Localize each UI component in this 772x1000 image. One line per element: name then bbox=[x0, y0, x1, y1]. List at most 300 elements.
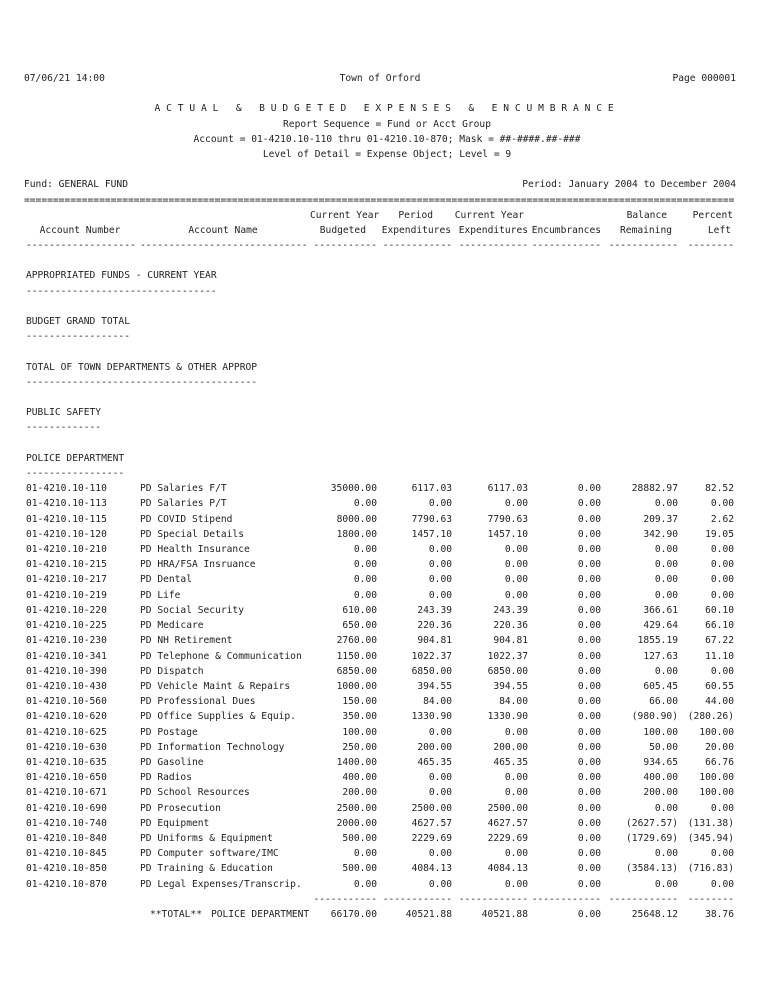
account-name: PD Health Insurance bbox=[140, 544, 250, 556]
col-h1-account-name bbox=[136, 208, 310, 223]
cy-expenditures-value: 0.00 bbox=[504, 498, 528, 510]
budgeted-value: 500.00 bbox=[342, 832, 377, 844]
col-rule-encumbrances: ------------ bbox=[531, 240, 601, 252]
percent-left-value: (716.83) bbox=[687, 863, 734, 875]
account-name: PD Salaries F/T bbox=[140, 483, 227, 495]
budgeted-value: 35000.00 bbox=[330, 483, 377, 495]
balance-remaining-value: 100.00 bbox=[643, 726, 678, 738]
encumbrances-value: 0.00 bbox=[577, 665, 601, 677]
spacer bbox=[24, 436, 734, 451]
total-rule: ------------ bbox=[531, 893, 601, 905]
balance-remaining-value: 1855.19 bbox=[637, 635, 678, 647]
col-rule-budgeted: ----------- bbox=[313, 240, 377, 252]
balance-remaining-value: 605.45 bbox=[643, 680, 678, 692]
encumbrances-value: 0.00 bbox=[577, 604, 601, 616]
encumbrances-value: 0.00 bbox=[577, 772, 601, 784]
account-row bbox=[24, 861, 734, 876]
total-department-name: POLICE DEPARTMENT bbox=[210, 908, 310, 920]
period-expenditures-value: 7790.63 bbox=[411, 513, 452, 525]
section-title-row bbox=[24, 360, 734, 375]
col-rule-account-name: ----------------------------- bbox=[140, 240, 308, 252]
period-expenditures-value: 1457.10 bbox=[411, 528, 452, 540]
section-underline-row bbox=[24, 375, 734, 390]
encumbrances-value: 0.00 bbox=[577, 513, 601, 525]
period-expenditures-value: 0.00 bbox=[428, 559, 452, 571]
account-row bbox=[24, 755, 734, 770]
col-h1-period-expenditures: Period bbox=[398, 209, 433, 221]
percent-left-value: 100.00 bbox=[699, 726, 734, 738]
account-number: 01-4210.10-630 bbox=[26, 741, 107, 753]
section-title: POLICE DEPARTMENT bbox=[26, 452, 125, 464]
section-underline: ----------------- bbox=[26, 468, 125, 480]
budgeted-value: 100.00 bbox=[342, 726, 377, 738]
budgeted-value: 1400.00 bbox=[336, 756, 377, 768]
total-rule: ------------ bbox=[608, 893, 678, 905]
encumbrances-value: 0.00 bbox=[577, 802, 601, 814]
department-total-row bbox=[24, 907, 734, 922]
print-datetime: 07/06/21 14:00 bbox=[24, 73, 105, 84]
account-name: PD Office Supplies & Equip. bbox=[140, 711, 296, 723]
encumbrances-value: 0.00 bbox=[577, 498, 601, 510]
total-rule: ------------ bbox=[458, 893, 528, 905]
cy-expenditures-value: 7790.63 bbox=[487, 513, 528, 525]
percent-left-value: (131.38) bbox=[687, 817, 734, 829]
account-number: 01-4210.10-840 bbox=[26, 832, 107, 844]
section-title: APPROPRIATED FUNDS - CURRENT YEAR bbox=[26, 270, 217, 282]
percent-left-value: 60.10 bbox=[705, 604, 734, 616]
balance-remaining-value: 0.00 bbox=[654, 878, 678, 890]
total-rule: ------------ bbox=[382, 893, 452, 905]
spacer bbox=[24, 390, 734, 405]
percent-left-value: 0.00 bbox=[710, 589, 734, 601]
budgeted-value: 0.00 bbox=[353, 559, 377, 571]
col-rule-percent-left: -------- bbox=[687, 240, 734, 252]
account-name: PD School Resources bbox=[140, 787, 250, 799]
period-expenditures-value: 0.00 bbox=[428, 544, 452, 556]
budgeted-value: 6850.00 bbox=[336, 665, 377, 677]
period-expenditures-value: 200.00 bbox=[417, 741, 452, 753]
encumbrances-value: 0.00 bbox=[577, 483, 601, 495]
account-number: 01-4210.10-115 bbox=[26, 513, 107, 525]
account-name: PD Life bbox=[140, 589, 181, 601]
balance-remaining-value: (3584.13) bbox=[626, 863, 678, 875]
account-row bbox=[24, 709, 734, 724]
balance-remaining-value: 366.61 bbox=[643, 604, 678, 616]
col-rule-cy-expenditures: ------------ bbox=[458, 240, 528, 252]
account-number: 01-4210.10-113 bbox=[26, 498, 107, 510]
period-expenditures-value: 4084.13 bbox=[411, 863, 452, 875]
budgeted-value: 200.00 bbox=[342, 787, 377, 799]
period-expenditures-value: 0.00 bbox=[428, 878, 452, 890]
budgeted-value: 8000.00 bbox=[336, 513, 377, 525]
account-number: 01-4210.10-210 bbox=[26, 544, 107, 556]
period-label: Period: January 2004 to December 2004 bbox=[522, 179, 736, 191]
balance-remaining-value: 934.65 bbox=[643, 756, 678, 768]
section-underline-row bbox=[24, 420, 734, 435]
encumbrances-value: 0.00 bbox=[577, 878, 601, 890]
encumbrances-value: 0.00 bbox=[577, 696, 601, 708]
balance-remaining-value: (980.90) bbox=[631, 711, 678, 723]
section-title: PUBLIC SAFETY bbox=[26, 407, 102, 419]
account-row bbox=[24, 618, 734, 633]
balance-remaining-value: (1729.69) bbox=[626, 832, 678, 844]
encumbrances-value: 0.00 bbox=[577, 787, 601, 799]
encumbrances-value: 0.00 bbox=[577, 726, 601, 738]
balance-remaining-value: 200.00 bbox=[643, 787, 678, 799]
account-name: PD Equipment bbox=[140, 817, 210, 829]
col-h2-cy-expenditures: Expenditures bbox=[458, 224, 528, 236]
col-h2-percent-left: Left bbox=[707, 224, 731, 236]
budget-report-table bbox=[24, 208, 734, 922]
percent-left-value: 19.05 bbox=[705, 528, 734, 540]
period-expenditures-value: 1022.37 bbox=[411, 650, 452, 662]
account-name: PD Uniforms & Equipment bbox=[140, 832, 273, 844]
section-underline-row bbox=[24, 284, 734, 299]
account-range: Account = 01-4210.10-110 thru 01-4210.10-870; Mask = ##-####.##-### bbox=[193, 133, 581, 145]
account-number: 01-4210.10-230 bbox=[26, 635, 107, 647]
cy-expenditures-value: 4084.13 bbox=[487, 863, 528, 875]
cy-expenditures-value: 200.00 bbox=[493, 741, 528, 753]
period-expenditures-value: 84.00 bbox=[423, 696, 452, 708]
account-row bbox=[24, 740, 734, 755]
percent-left-value: 0.00 bbox=[710, 559, 734, 571]
balance-remaining-value: 0.00 bbox=[654, 498, 678, 510]
budgeted-value: 2760.00 bbox=[336, 635, 377, 647]
account-row bbox=[24, 512, 734, 527]
spacer bbox=[24, 344, 734, 359]
encumbrances-value: 0.00 bbox=[577, 589, 601, 601]
cy-expenditures-value: 465.35 bbox=[493, 756, 528, 768]
encumbrances-value: 0.00 bbox=[577, 848, 601, 860]
account-number: 01-4210.10-650 bbox=[26, 772, 107, 784]
cy-expenditures-value: 0.00 bbox=[504, 544, 528, 556]
detail-level: Level of Detail = Expense Object; Level = 9 bbox=[262, 148, 512, 160]
section-title-row bbox=[24, 405, 734, 420]
account-row bbox=[24, 846, 734, 861]
account-name: PD Computer software/IMC bbox=[140, 848, 279, 860]
percent-left-value: 20.00 bbox=[705, 741, 734, 753]
encumbrances-value: 0.00 bbox=[577, 741, 601, 753]
account-row bbox=[24, 679, 734, 694]
section-title-row bbox=[24, 314, 734, 329]
double-rule: =========================================================================================================================== bbox=[24, 194, 735, 206]
section-title-row bbox=[24, 268, 734, 283]
account-name: PD Special Details bbox=[140, 528, 244, 540]
cy-expenditures-value: 0.00 bbox=[504, 772, 528, 784]
period-expenditures-value: 4627.57 bbox=[411, 817, 452, 829]
period-expenditures-value: 904.81 bbox=[417, 635, 452, 647]
account-row bbox=[24, 801, 734, 816]
total-period-expenditures: 40521.88 bbox=[405, 908, 452, 920]
account-row bbox=[24, 649, 734, 664]
percent-left-value: 100.00 bbox=[699, 772, 734, 784]
account-name: PD Gasoline bbox=[140, 756, 204, 768]
period-expenditures-value: 1330.90 bbox=[411, 711, 452, 723]
account-row bbox=[24, 770, 734, 785]
account-number: 01-4210.10-850 bbox=[26, 863, 107, 875]
spacer-row bbox=[24, 390, 734, 405]
cy-expenditures-value: 0.00 bbox=[504, 848, 528, 860]
account-row bbox=[24, 527, 734, 542]
total-rule: -------- bbox=[687, 893, 734, 905]
account-number: 01-4210.10-560 bbox=[26, 696, 107, 708]
account-row bbox=[24, 816, 734, 831]
period-expenditures-value: 465.35 bbox=[417, 756, 452, 768]
account-row bbox=[24, 664, 734, 679]
percent-left-value: 0.00 bbox=[710, 574, 734, 586]
period-expenditures-value: 0.00 bbox=[428, 848, 452, 860]
percent-left-value: 66.10 bbox=[705, 620, 734, 632]
account-row bbox=[24, 633, 734, 648]
percent-left-value: 60.55 bbox=[705, 680, 734, 692]
col-h2-budgeted: Budgeted bbox=[319, 224, 366, 236]
col-h2-balance-remaining: Remaining bbox=[620, 224, 672, 236]
budgeted-value: 0.00 bbox=[353, 878, 377, 890]
account-name: PD Social Security bbox=[140, 604, 244, 616]
percent-left-value: 0.00 bbox=[710, 665, 734, 677]
cy-expenditures-value: 394.55 bbox=[493, 680, 528, 692]
column-header-row-2 bbox=[24, 223, 734, 238]
cy-expenditures-value: 0.00 bbox=[504, 574, 528, 586]
cy-expenditures-value: 84.00 bbox=[499, 696, 528, 708]
report-table-body bbox=[24, 253, 734, 922]
cy-expenditures-value: 6850.00 bbox=[487, 665, 528, 677]
col-h2-account-number: Account Number bbox=[39, 224, 121, 236]
account-number: 01-4210.10-740 bbox=[26, 817, 107, 829]
spacer-row bbox=[24, 436, 734, 451]
col-h2-period-expenditures: Expenditures bbox=[381, 224, 451, 236]
period-expenditures-value: 0.00 bbox=[428, 726, 452, 738]
account-name: PD HRA/FSA Insruance bbox=[140, 559, 256, 571]
total-label-cell bbox=[136, 907, 310, 922]
balance-remaining-value: 342.90 bbox=[643, 528, 678, 540]
cy-expenditures-value: 904.81 bbox=[493, 635, 528, 647]
percent-left-value: (280.26) bbox=[687, 711, 734, 723]
cy-expenditures-value: 0.00 bbox=[504, 559, 528, 571]
budgeted-value: 500.00 bbox=[342, 863, 377, 875]
period-expenditures-value: 0.00 bbox=[428, 498, 452, 510]
encumbrances-value: 0.00 bbox=[577, 528, 601, 540]
account-number: 01-4210.10-110 bbox=[26, 483, 107, 495]
account-name: PD Professional Dues bbox=[140, 696, 256, 708]
percent-left-value: 11.10 bbox=[705, 650, 734, 662]
report-title: ACTUAL & BUDGETED EXPENSES & ENCUMBRANCE bbox=[154, 103, 620, 115]
account-row bbox=[24, 496, 734, 511]
budgeted-value: 2000.00 bbox=[336, 817, 377, 829]
balance-remaining-value: 127.63 bbox=[643, 650, 678, 662]
budgeted-value: 0.00 bbox=[353, 574, 377, 586]
balance-remaining-value: 28882.97 bbox=[631, 483, 678, 495]
balance-remaining-value: 0.00 bbox=[654, 559, 678, 571]
period-expenditures-value: 6850.00 bbox=[411, 665, 452, 677]
balance-remaining-value: 0.00 bbox=[654, 589, 678, 601]
balance-remaining-value: 0.00 bbox=[654, 574, 678, 586]
account-number: 01-4210.10-625 bbox=[26, 726, 107, 738]
balance-remaining-value: (2627.57) bbox=[626, 817, 678, 829]
total-label: **TOTAL** bbox=[150, 908, 202, 920]
spacer bbox=[24, 299, 734, 314]
percent-left-value: (345.94) bbox=[687, 832, 734, 844]
percent-left-value: 0.00 bbox=[710, 848, 734, 860]
encumbrances-value: 0.00 bbox=[577, 756, 601, 768]
total-cy-expenditures: 40521.88 bbox=[481, 908, 528, 920]
budgeted-value: 650.00 bbox=[342, 620, 377, 632]
balance-remaining-value: 66.00 bbox=[649, 696, 678, 708]
cy-expenditures-value: 4627.57 bbox=[487, 817, 528, 829]
section-title: TOTAL OF TOWN DEPARTMENTS & OTHER APPROP bbox=[26, 361, 258, 373]
spacer-row bbox=[24, 253, 734, 268]
balance-remaining-value: 429.64 bbox=[643, 620, 678, 632]
percent-left-value: 66.76 bbox=[705, 756, 734, 768]
encumbrances-value: 0.00 bbox=[577, 680, 601, 692]
budgeted-value: 350.00 bbox=[342, 711, 377, 723]
period-expenditures-value: 0.00 bbox=[428, 589, 452, 601]
account-number: 01-4210.10-671 bbox=[26, 787, 107, 799]
section-underline: ------------------ bbox=[26, 331, 130, 343]
column-header-row-1 bbox=[24, 208, 734, 223]
col-h1-account-number bbox=[24, 208, 136, 223]
fund-period-line bbox=[24, 177, 736, 192]
percent-left-value: 0.00 bbox=[710, 498, 734, 510]
budgeted-value: 1150.00 bbox=[336, 650, 377, 662]
account-number: 01-4210.10-390 bbox=[26, 665, 107, 677]
cy-expenditures-value: 0.00 bbox=[504, 726, 528, 738]
account-row bbox=[24, 877, 734, 892]
period-expenditures-value: 6117.03 bbox=[411, 483, 452, 495]
col-h1-encumbrances bbox=[528, 208, 601, 223]
account-name: PD COVID Stipend bbox=[140, 513, 233, 525]
account-row bbox=[24, 694, 734, 709]
budgeted-value: 0.00 bbox=[353, 848, 377, 860]
total-rule: ----------- bbox=[313, 893, 377, 905]
budgeted-value: 0.00 bbox=[353, 498, 377, 510]
percent-left-value: 2.62 bbox=[710, 513, 734, 525]
column-underline-row bbox=[24, 238, 734, 253]
total-percent-left: 38.76 bbox=[705, 908, 734, 920]
spacer-row bbox=[24, 299, 734, 314]
balance-remaining-value: 0.00 bbox=[654, 802, 678, 814]
account-name: PD Prosecution bbox=[140, 802, 221, 814]
spacer-row bbox=[24, 344, 734, 359]
percent-left-value: 0.00 bbox=[710, 802, 734, 814]
period-expenditures-value: 2229.69 bbox=[411, 832, 452, 844]
account-name: PD Legal Expenses/Transcrip. bbox=[140, 878, 302, 890]
balance-remaining-value: 0.00 bbox=[654, 544, 678, 556]
percent-left-value: 0.00 bbox=[710, 878, 734, 890]
budgeted-value: 0.00 bbox=[353, 544, 377, 556]
col-h1-percent-left: Percent bbox=[692, 209, 733, 221]
total-encumbrances: 0.00 bbox=[577, 908, 601, 920]
period-expenditures-value: 220.36 bbox=[417, 620, 452, 632]
col-h1-cy-expenditures: Current Year bbox=[454, 209, 524, 221]
account-row bbox=[24, 481, 734, 496]
account-name: PD Telephone & Communication bbox=[140, 650, 302, 662]
balance-remaining-value: 50.00 bbox=[649, 741, 678, 753]
col-h2-account-name: Account Name bbox=[188, 224, 258, 236]
encumbrances-value: 0.00 bbox=[577, 635, 601, 647]
account-number: 01-4210.10-620 bbox=[26, 711, 107, 723]
fund-label: Fund: GENERAL FUND bbox=[24, 179, 128, 191]
budgeted-value: 250.00 bbox=[342, 741, 377, 753]
account-row bbox=[24, 725, 734, 740]
spacer bbox=[24, 253, 734, 268]
account-number: 01-4210.10-690 bbox=[26, 802, 107, 814]
period-expenditures-value: 394.55 bbox=[417, 680, 452, 692]
balance-remaining-value: 0.00 bbox=[654, 848, 678, 860]
section-title: BUDGET GRAND TOTAL bbox=[26, 316, 130, 328]
balance-remaining-value: 209.37 bbox=[643, 513, 678, 525]
budgeted-value: 2500.00 bbox=[336, 802, 377, 814]
account-number: 01-4210.10-219 bbox=[26, 589, 107, 601]
encumbrances-value: 0.00 bbox=[577, 832, 601, 844]
account-row bbox=[24, 603, 734, 618]
account-row bbox=[24, 785, 734, 800]
percent-left-value: 0.00 bbox=[710, 544, 734, 556]
section-underline-row bbox=[24, 466, 734, 481]
report-sequence: Report Sequence = Fund or Acct Group bbox=[283, 118, 491, 130]
account-number: 01-4210.10-220 bbox=[26, 604, 107, 616]
balance-remaining-value: 0.00 bbox=[654, 665, 678, 677]
cy-expenditures-value: 0.00 bbox=[504, 878, 528, 890]
cy-expenditures-value: 6117.03 bbox=[487, 483, 528, 495]
percent-left-value: 44.00 bbox=[705, 696, 734, 708]
encumbrances-value: 0.00 bbox=[577, 650, 601, 662]
account-number: 01-4210.10-430 bbox=[26, 680, 107, 692]
cy-expenditures-value: 1022.37 bbox=[487, 650, 528, 662]
period-expenditures-value: 2500.00 bbox=[411, 802, 452, 814]
cy-expenditures-value: 0.00 bbox=[504, 787, 528, 799]
section-underline: ------------- bbox=[26, 422, 102, 434]
total-rule-row bbox=[24, 892, 734, 907]
budgeted-value: 1000.00 bbox=[336, 680, 377, 692]
cy-expenditures-value: 2500.00 bbox=[487, 802, 528, 814]
account-number: 01-4210.10-120 bbox=[26, 528, 107, 540]
account-number: 01-4210.10-870 bbox=[26, 878, 107, 890]
total-budgeted: 66170.00 bbox=[330, 908, 377, 920]
account-number: 01-4210.10-635 bbox=[26, 756, 107, 768]
percent-left-value: 67.22 bbox=[705, 635, 734, 647]
col-h2-encumbrances: Encumbrances bbox=[531, 224, 601, 236]
col-h1-balance-remaining: Balance bbox=[626, 209, 667, 221]
account-name: PD NH Retirement bbox=[140, 635, 233, 647]
cy-expenditures-value: 1457.10 bbox=[487, 528, 528, 540]
account-number: 01-4210.10-217 bbox=[26, 574, 107, 586]
balance-remaining-value: 400.00 bbox=[643, 772, 678, 784]
account-number: 01-4210.10-341 bbox=[26, 650, 107, 662]
total-balance-remaining: 25648.12 bbox=[631, 908, 678, 920]
account-name: PD Salaries P/T bbox=[140, 498, 227, 510]
col-h1-budgeted: Current Year bbox=[310, 209, 380, 221]
account-name: PD Dispatch bbox=[140, 665, 204, 677]
encumbrances-value: 0.00 bbox=[577, 711, 601, 723]
budgeted-value: 0.00 bbox=[353, 589, 377, 601]
organization-name: Town of Orford bbox=[339, 73, 421, 84]
account-row bbox=[24, 831, 734, 846]
section-underline-row bbox=[24, 329, 734, 344]
section-title-row bbox=[24, 451, 734, 466]
account-name: PD Radios bbox=[140, 772, 192, 784]
period-expenditures-value: 0.00 bbox=[428, 772, 452, 784]
encumbrances-value: 0.00 bbox=[577, 559, 601, 571]
cy-expenditures-value: 0.00 bbox=[504, 589, 528, 601]
account-name: PD Medicare bbox=[140, 620, 204, 632]
percent-left-value: 82.52 bbox=[705, 483, 734, 495]
percent-left-value: 100.00 bbox=[699, 787, 734, 799]
account-name: PD Dental bbox=[140, 574, 192, 586]
section-underline: ---------------------------------------- bbox=[26, 376, 258, 388]
cy-expenditures-value: 220.36 bbox=[493, 620, 528, 632]
cy-expenditures-value: 1330.90 bbox=[487, 711, 528, 723]
